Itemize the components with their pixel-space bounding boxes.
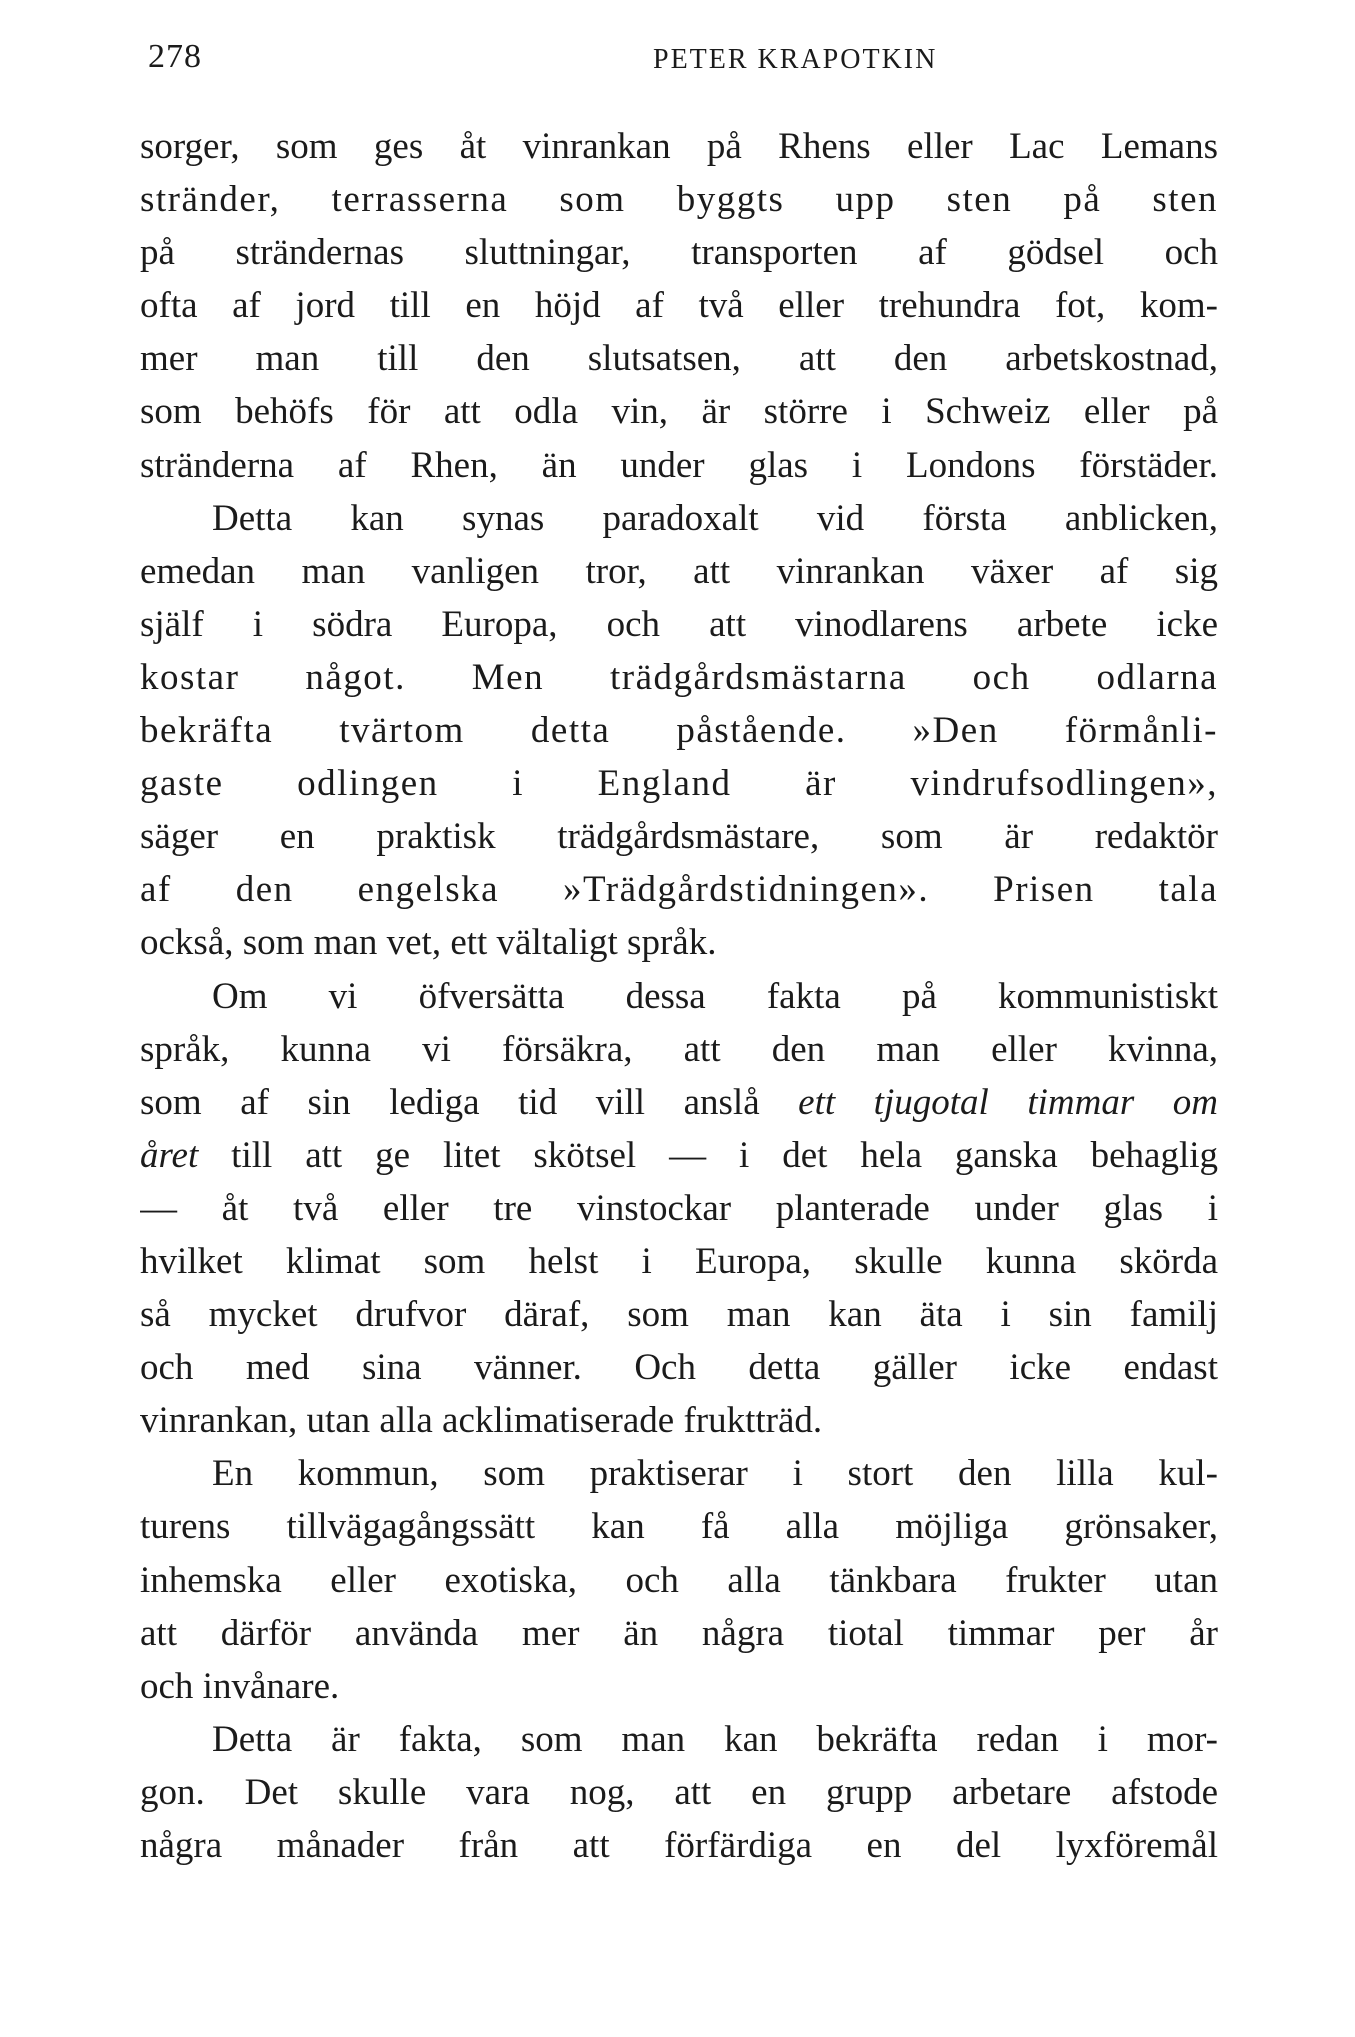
paragraph-start-line: Om vi öfversätta dessa fakta på kommunistiskt [212, 975, 1218, 1017]
text-line: några månader från att förfärdiga en del lyxföremål [140, 1825, 1218, 1866]
body-text [140, 120, 1218, 1872]
text-line: och med sina vänner. Och detta gäller icke endast [140, 1347, 1218, 1389]
text-line: mer man till den slutsatsen, att den arbetskostnad, [140, 338, 1218, 380]
text-line: som behöfs för att odla vin, är större i Schweiz eller på [140, 391, 1218, 433]
paragraph-end-line: vinrankan, utan alla acklimatiserade fruktträd. [140, 1400, 823, 1442]
text-line: säger en praktisk trädgårdsmästare, som är redaktör [140, 816, 1218, 858]
text-line [140, 1129, 1218, 1182]
text-line: hvilket klimat som helst i Europa, skulle kunna skörda [140, 1240, 1218, 1282]
page-number: 278 [148, 38, 202, 75]
text-line: så mycket drufvor däraf, som man kan äta i sin familj [140, 1294, 1218, 1336]
text-line: språk, kunna vi försäkra, att den man eller kvinna, [140, 1028, 1218, 1070]
running-head: PETER KRAPOTKIN [653, 44, 938, 75]
text-segment: till att ge litet skötsel — i det hela ganska behaglig [231, 1134, 1218, 1176]
italic-text: året [140, 1134, 199, 1176]
text-line: kostar något. Men trädgårdsmästarna och odlarna [140, 656, 1218, 698]
text-line: att därför använda mer än några tiotal timmar per år [140, 1612, 1218, 1654]
text-line: gaste odlingen i England är vindrufsodlingen», [140, 763, 1218, 805]
text-line: stränderna af Rhen, än under glas i Londons förstäder. [140, 444, 1218, 486]
text-segment: som af sin lediga tid vill anslå [140, 1081, 760, 1123]
text-line: — åt två eller tre vinstockar planterade under glas i [140, 1187, 1218, 1229]
paragraph-start-line: Detta kan synas paradoxalt vid första anblicken, [212, 497, 1218, 539]
paragraph-end-line: och invånare. [140, 1665, 340, 1707]
text-line: stränder, terrasserna som byggts upp sten på sten [140, 179, 1218, 221]
text-line: själf i södra Europa, och att vinodlarens arbete icke [140, 603, 1218, 645]
text-line: inhemska eller exotiska, och alla tänkbara frukter utan [140, 1559, 1218, 1601]
text-line: turens tillvägagångssätt kan få alla möjliga grönsaker, [140, 1506, 1218, 1548]
paragraph-start-line: En kommun, som praktiserar i stort den lilla kul- [212, 1453, 1218, 1495]
paragraph-end-line: också, som man vet, ett vältaligt språk. [140, 922, 717, 964]
text-line: gon. Det skulle vara nog, att en grupp arbetare afstode [140, 1771, 1218, 1813]
italic-text: ett tjugotal timmar om [798, 1081, 1218, 1123]
page-header [148, 38, 1218, 88]
text-line: på strändernas sluttningar, transporten af gödsel och [140, 232, 1218, 274]
text-line: emedan man vanligen tror, att vinrankan växer af sig [140, 550, 1218, 592]
text-line: af den engelska »Trädgårdstidningen». Prisen tala [140, 869, 1218, 911]
text-line: bekräfta tvärtom detta påstående. »Den förmånli- [140, 710, 1218, 752]
text-line [140, 1076, 1218, 1129]
text-line: ofta af jord till en höjd af två eller trehundra fot, kom- [140, 285, 1218, 327]
text-line: sorger, som ges åt vinrankan på Rhens eller Lac Lemans [140, 126, 1218, 167]
paragraph-start-line: Detta är fakta, som man kan bekräfta redan i mor- [212, 1718, 1218, 1760]
